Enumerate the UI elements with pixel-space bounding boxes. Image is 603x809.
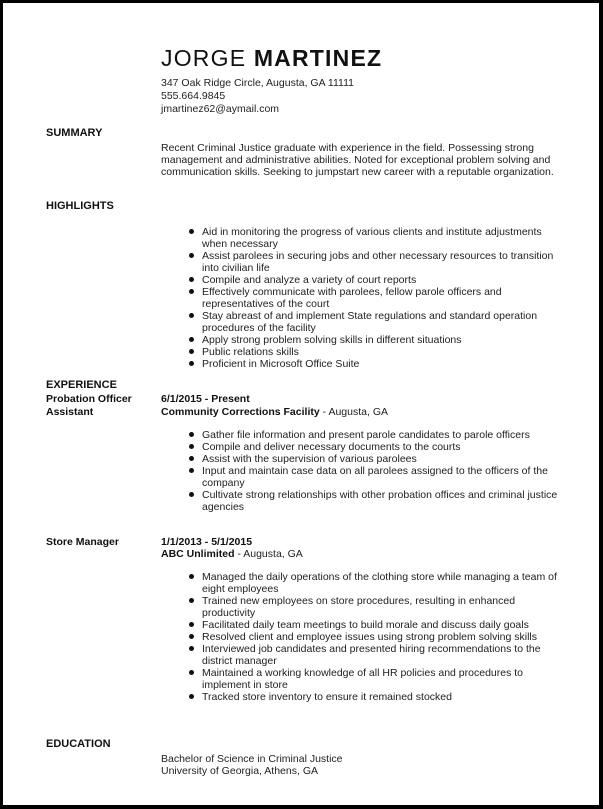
first-name: JORGE bbox=[161, 45, 247, 71]
highlights-heading: HIGHLIGHTS bbox=[46, 200, 114, 212]
company-name: Community Corrections Facility bbox=[161, 406, 320, 418]
job-dates: 1/1/2013 - 5/1/2015 bbox=[161, 536, 253, 548]
contact-block bbox=[161, 77, 354, 116]
company-location: - Augusta, GA bbox=[319, 406, 388, 418]
company-location: - Augusta, GA bbox=[234, 548, 303, 560]
list-item: Managed the daily operations of the clothing store while managing a team of eight employees bbox=[189, 571, 569, 595]
list-item: Aid in monitoring the progress of various clients and institute adjustments when necessary bbox=[189, 226, 569, 250]
list-item: Facilitated daily team meetings to build morale and discuss daily goals bbox=[189, 619, 569, 631]
list-item: Stay abreast of and implement State regulations and standard operation procedures of the facility bbox=[189, 310, 569, 334]
list-item: Public relations skills bbox=[189, 346, 569, 358]
experience-heading: EXPERIENCE bbox=[46, 379, 117, 391]
address: 347 Oak Ridge Circle, Augusta, GA 11111 bbox=[161, 77, 355, 89]
highlights-list bbox=[189, 226, 569, 370]
list-item: Trained new employees on store procedures, resulting in enhanced productivity bbox=[189, 595, 569, 619]
job-company bbox=[161, 406, 388, 419]
school: University of Georgia, Athens, GA bbox=[161, 765, 318, 777]
list-item: Maintained a working knowledge of all HR policies and procedures to implement in store bbox=[189, 667, 569, 691]
list-item: Compile and deliver necessary documents to the courts bbox=[189, 441, 569, 453]
list-item: Input and maintain case data on all parolees assigned to the officers of the company bbox=[189, 465, 569, 489]
job-bullets bbox=[189, 429, 569, 513]
education-heading: EDUCATION bbox=[46, 738, 111, 750]
list-item: Assist parolees in securing jobs and other necessary resources to transition into civilian life bbox=[189, 250, 569, 274]
degree: Bachelor of Science in Criminal Justice bbox=[161, 753, 343, 765]
list-item: Effectively communicate with parolees, fellow parole officers and representatives of the court bbox=[189, 286, 569, 310]
phone: 555.664.9845 bbox=[161, 90, 226, 102]
summary-heading: SUMMARY bbox=[46, 127, 103, 139]
last-name: MARTINEZ bbox=[253, 45, 383, 71]
list-item: Interviewed job candidates and presented hiring recommendations to the district manager bbox=[189, 643, 569, 667]
job-bullets bbox=[189, 571, 569, 703]
list-item: Apply strong problem solving skills in different situations bbox=[189, 334, 569, 346]
list-item: Compile and analyze a variety of court reports bbox=[189, 274, 569, 286]
job-title: Probation Officer Assistant bbox=[46, 393, 132, 418]
summary-text: Recent Criminal Justice graduate with experience in the field. Possessing strong management and administrative abilities. Noted for exceptional problem solving and communication skills. Seeking to jumpstart new career with a reputable organization. bbox=[161, 142, 554, 178]
list-item: Proficient in Microsoft Office Suite bbox=[189, 358, 569, 370]
job-dates: 6/1/2015 - Present bbox=[161, 393, 250, 405]
job-company bbox=[161, 548, 303, 561]
email: jmartinez62@aymail.com bbox=[161, 103, 280, 115]
education-block bbox=[161, 753, 343, 777]
list-item: Cultivate strong relationships with other probation offices and criminal justice agencies bbox=[189, 489, 569, 513]
list-item: Assist with the supervision of various parolees bbox=[189, 453, 569, 465]
applicant-name bbox=[161, 45, 382, 72]
list-item: Resolved client and employee issues using strong problem solving skills bbox=[189, 631, 569, 643]
job-title: Store Manager bbox=[46, 536, 119, 548]
list-item: Tracked store inventory to ensure it remained stocked bbox=[189, 691, 569, 703]
list-item: Gather file information and present parole candidates to parole officers bbox=[189, 429, 569, 441]
company-name: ABC Unlimited bbox=[161, 548, 235, 560]
